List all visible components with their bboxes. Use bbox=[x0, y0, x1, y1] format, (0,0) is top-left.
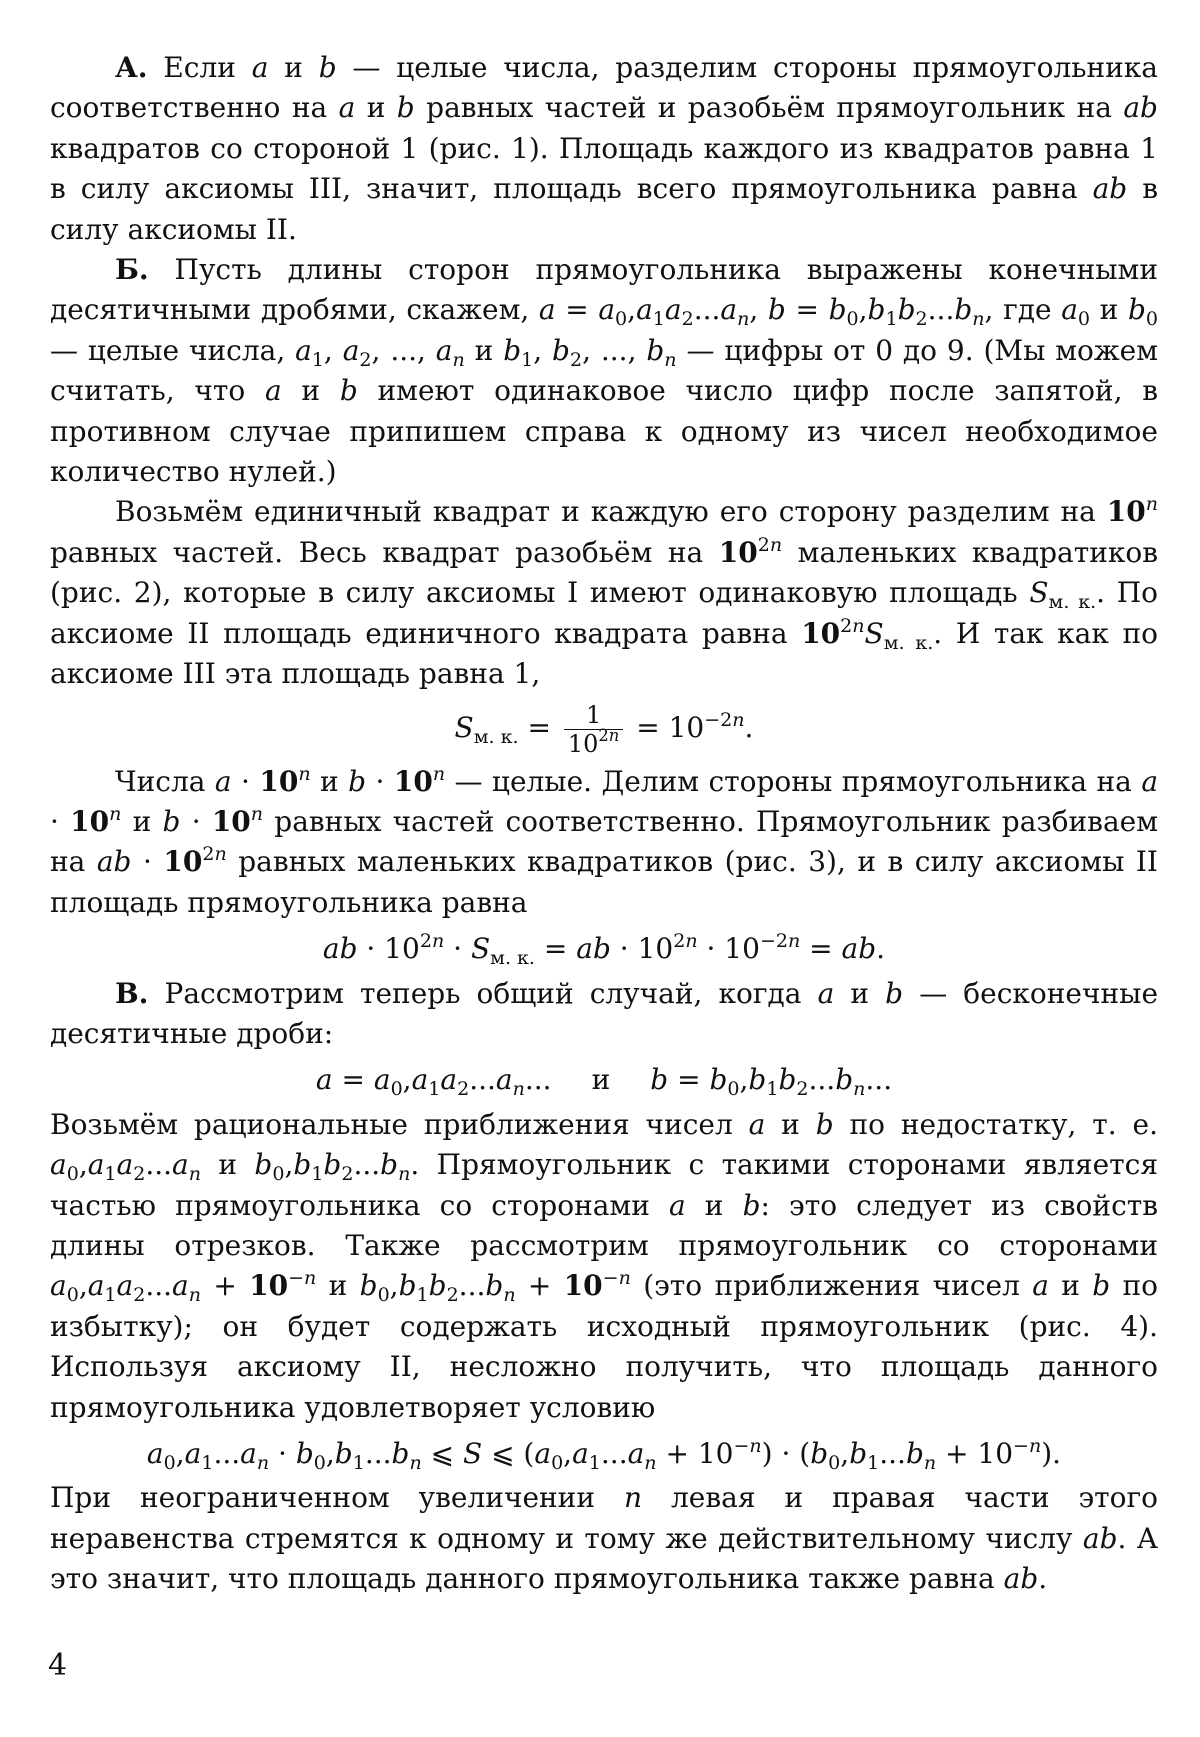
text: и bbox=[685, 1188, 743, 1222]
text: равных частей. Весь квадрат разобьём на bbox=[50, 535, 719, 569]
text: : это следует из свойств длины отрезков. Также рассмотрим прямоугольник со сторонами bbox=[50, 1188, 1159, 1262]
section-label-b: Б. bbox=[115, 253, 149, 287]
var: b bbox=[742, 1188, 761, 1222]
text: При неограниченном увеличении bbox=[50, 1481, 624, 1515]
text: и bbox=[281, 374, 340, 408]
formula-smk: $S_{м. к.}$ = $\frac{1}{10^{2n}}$ = $10^{-2n}$. bbox=[454, 700, 754, 758]
var: a bbox=[817, 976, 835, 1010]
var: a bbox=[748, 1107, 766, 1141]
text: по избытку); он будет содержать исходный прямоугольник (рис. 4). Используя аксиому II, несложно получить, что площадь данного прямоугольника удовлетворяет условию bbox=[50, 1269, 1158, 1424]
paragraph-b bbox=[50, 250, 1158, 492]
var: b bbox=[815, 1107, 834, 1141]
page-number: 4 bbox=[48, 1648, 68, 1683]
section-label-a: А. bbox=[115, 51, 148, 84]
math-inline: $b_0,b_1b_2...b_n + 10^{-n}$ bbox=[359, 1267, 631, 1307]
math-inline: $a = a_0,a_1a_2...a_n$, $b = b_0,b_1b_2...b_n$ bbox=[538, 293, 985, 331]
text: Возьмём рациональные приближения чисел bbox=[50, 1107, 749, 1141]
var: a bbox=[251, 51, 269, 84]
var: b bbox=[1092, 1269, 1111, 1303]
math-inline: $a_1$, $a_2$, ..., $a_n$ bbox=[295, 333, 465, 371]
text: — целые числа, разделим стороны прямоугольника соответственно на bbox=[50, 51, 1159, 125]
paragraph-e bbox=[50, 974, 1158, 1055]
text: и bbox=[1090, 293, 1128, 327]
text: — бесконечные десятичные дроби: bbox=[50, 976, 1159, 1050]
text: и bbox=[316, 1269, 360, 1303]
math-inline: $10^{2n}S_{м. к.}$ bbox=[801, 614, 934, 654]
text: и bbox=[765, 1107, 816, 1141]
text: и bbox=[591, 1063, 611, 1097]
text: , где bbox=[984, 293, 1062, 327]
text: равных маленьких квадратиков (рис. 3), и в силу аксиомы II площадь прямоугольника равна bbox=[50, 845, 1158, 919]
var: b bbox=[318, 51, 337, 84]
text: — цифры от 0 до 9. (Мы можем считать, что bbox=[50, 333, 1159, 408]
fraction: $\frac{1}{10^{2n}}$ bbox=[564, 701, 623, 758]
text: и bbox=[834, 976, 886, 1010]
text: . bbox=[1038, 1562, 1048, 1596]
var: ab bbox=[1082, 1521, 1118, 1555]
math-inline: $a_0,a_1a_2...a_n + 10^{-n}$ bbox=[50, 1267, 317, 1307]
math-inline: $a_0$ bbox=[1061, 293, 1091, 331]
text: . И так как по аксиоме III эта площадь равна 1, bbox=[50, 616, 1158, 691]
paragraph-c bbox=[50, 492, 1158, 694]
formula-inequality: $a_0,a_1...a_n \cdot b_0,b_1...b_n$ ⩽ S ⩽ $(a_0,a_1...a_n + 10^{-n}) \cdot (b_0,b_1...b_n + 10^{-n})$. bbox=[146, 1435, 1062, 1474]
formula-infinite-decimals: $a = a_0,a_1a_2...a_n$... и $b = b_0,b_1b_2...b_n$... bbox=[315, 1063, 893, 1101]
var: a bbox=[338, 91, 356, 125]
math-inline: $b_1$, $b_2$, ..., $b_n$ bbox=[503, 333, 677, 371]
math-inline: $10^{2n}$ bbox=[718, 533, 783, 569]
text: Числа bbox=[115, 764, 215, 798]
math-inline: $b_0$ bbox=[1127, 293, 1158, 331]
text: и bbox=[355, 91, 397, 125]
text: и bbox=[121, 804, 163, 838]
text: и bbox=[201, 1148, 255, 1182]
math-inline: $b \cdot 10^n$ bbox=[162, 802, 264, 838]
var: a bbox=[265, 374, 282, 408]
section-label-v: В. bbox=[115, 976, 149, 1010]
var: n bbox=[623, 1481, 643, 1515]
math-inline: $b \cdot 10^n$ bbox=[348, 762, 446, 798]
math-inline: 10$^n$ bbox=[1106, 493, 1158, 529]
math-inline: $a \cdot 10^n$ bbox=[214, 762, 311, 798]
var: ab bbox=[1123, 91, 1158, 125]
text: . По аксиоме II площадь единичного квадрата равна bbox=[50, 576, 1158, 650]
text: Пусть длины сторон прямоугольника выражены конечными десятичными дробями, скажем, bbox=[50, 253, 1158, 327]
var: ab bbox=[1003, 1562, 1039, 1596]
text: равных частей соответственно. Прямоугольник разбиваем на bbox=[50, 804, 1158, 879]
text: имеют одинаковое число цифр после запятой, в противном случае припишем справа к одному из чисел необходимое количество нулей.) bbox=[50, 374, 1158, 489]
var: b bbox=[339, 374, 358, 408]
var: ab bbox=[1092, 172, 1128, 206]
text: . Прямоугольник с такими сторонами является частью прямоугольника со сторонами bbox=[50, 1148, 1158, 1222]
var: b bbox=[396, 91, 415, 125]
text: в силу аксиомы II. bbox=[50, 172, 1158, 246]
var: b bbox=[885, 976, 904, 1010]
text: Возьмём единичный квадрат и каждую его сторону разделим на bbox=[115, 495, 1107, 529]
text: — целые числа, bbox=[50, 333, 296, 367]
text: и bbox=[310, 764, 349, 798]
text: — целые. Делим стороны прямоугольника на bbox=[445, 764, 1142, 798]
text: по недостатку, т. е. bbox=[833, 1107, 1158, 1141]
paragraph-d bbox=[50, 762, 1158, 924]
text: и bbox=[268, 51, 319, 84]
text: равных частей и разобьём прямоугольник на bbox=[414, 91, 1124, 125]
var: a bbox=[1032, 1269, 1049, 1303]
text: и bbox=[1048, 1269, 1093, 1303]
math-inline: $b_0,b_1b_2...b_n$ bbox=[254, 1148, 411, 1186]
paragraph-f bbox=[50, 1105, 1158, 1428]
var: a bbox=[668, 1188, 686, 1222]
paragraph-g bbox=[50, 1478, 1158, 1599]
document-page bbox=[50, 48, 1158, 1600]
math-inline: $S_{м. к.}$ bbox=[1029, 576, 1097, 614]
text: левая и правая части этого неравенства стремятся к одному и тому же действительному числу bbox=[50, 1481, 1159, 1555]
formula-area: ab · $10^{2n} \cdot S_{м. к.}$ = ab · $10^{2n} \cdot 10^{-2n}$ = ab. bbox=[322, 930, 886, 970]
math-inline: $a_0,a_1a_2...a_n$ bbox=[50, 1148, 202, 1186]
text: маленьких квадратиков (рис. 2), которые в силу аксиомы I имеют одинаковую площадь bbox=[50, 535, 1158, 610]
math-inline: $a \cdot 10^n$ bbox=[50, 764, 1159, 838]
text: и bbox=[464, 333, 504, 367]
text: . А это значит, что площадь данного прямоугольника также равна bbox=[50, 1521, 1158, 1596]
text: квадратов со стороной 1 (рис. 1). Площадь каждого из квадратов равна 1 в силу аксиомы III, значит, площадь всего прямоугольника равна bbox=[50, 131, 1158, 206]
paragraph-a bbox=[50, 48, 1158, 250]
math-inline: ab · $10^{2n}$ bbox=[96, 843, 227, 879]
text: Если bbox=[147, 51, 252, 84]
text: Рассмотрим теперь общий случай, когда bbox=[148, 976, 818, 1010]
text: (это приближения чисел bbox=[630, 1269, 1033, 1303]
